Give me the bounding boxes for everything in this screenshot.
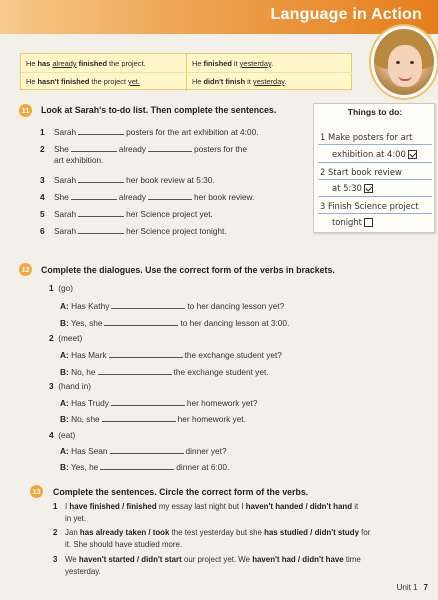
verb-choice[interactable]: have finished / finished: [69, 502, 157, 511]
ex12-group-4-header: 4 (eat): [49, 430, 76, 440]
exercise-12-title: Complete the dialogues. Use the correct form of the verbs in brackets.: [41, 265, 335, 275]
exercise-12-number: 12: [19, 263, 32, 276]
todo-line-2: exhibition at 4:00: [332, 149, 417, 159]
grammar-left-row-2: He hasn't finished the project yet.: [26, 77, 140, 86]
ex13-item-2: 2 Jan has already taken / took the test yesterday but she has studied / didn't study for: [53, 528, 371, 537]
grammar-row-divider: [21, 72, 353, 73]
grammar-left-row-1: He has already finished the project.: [26, 59, 146, 68]
ex12-group-2-line-b: B: No, he the exchange student yet.: [60, 367, 269, 377]
avatar-eye-left: [396, 61, 400, 64]
ex11-item-4: 4 She already her book review.: [40, 192, 255, 202]
answer-blank[interactable]: [78, 174, 124, 183]
todo-note: [313, 103, 435, 233]
todo-rule: [318, 179, 432, 180]
exercise-13-title: Complete the sentences. Circle the correct form of the verbs.: [53, 487, 309, 497]
answer-blank[interactable]: [78, 126, 124, 135]
answer-blank[interactable]: [104, 317, 178, 326]
answer-blank[interactable]: [110, 445, 184, 454]
exercise-11-title: Look at Sarah's to-do list. Then complete the sentences.: [41, 105, 277, 115]
ex13-item-1-cont: in yet.: [65, 514, 87, 523]
ex12-group-4-line-b: B: Yes, he dinner at 6:00.: [60, 462, 230, 472]
ex12-group-2-line-a: A: Has Mark the exchange student yet?: [60, 350, 282, 360]
answer-blank[interactable]: [102, 413, 176, 422]
verb-choice[interactable]: has studied / didn't study: [264, 528, 359, 537]
todo-rule: [318, 144, 432, 145]
header-banner: [0, 0, 438, 34]
page-footer: [397, 583, 428, 592]
answer-blank[interactable]: [148, 143, 192, 152]
verb-choice[interactable]: haven't handed / didn't hand: [245, 502, 353, 511]
verb-choice[interactable]: haven't started / didn't start: [78, 555, 182, 564]
checkbox-empty-icon[interactable]: [364, 218, 373, 227]
answer-blank[interactable]: [98, 366, 172, 375]
ex12-group-2-header: 2 (meet): [49, 333, 83, 343]
answer-blank[interactable]: [111, 397, 185, 406]
unit-label: Unit 1: [396, 583, 418, 592]
verb-choice[interactable]: has already taken / took: [79, 528, 170, 537]
todo-title: Things to do:: [347, 107, 403, 117]
answer-blank[interactable]: [78, 225, 124, 234]
checkbox-checked-icon[interactable]: [364, 184, 373, 193]
sarah-avatar: [371, 26, 437, 98]
ex12-group-1-line-b: B: Yes, she to her dancing lesson at 3:00.: [60, 318, 290, 328]
todo-rule: [318, 196, 432, 197]
todo-rule: [318, 213, 432, 214]
answer-blank[interactable]: [148, 191, 192, 200]
todo-line-5: 3 Finish Science project: [320, 201, 419, 211]
ex11-item-2-cont: art exhibition.: [54, 155, 104, 165]
avatar-eye-right: [410, 61, 414, 64]
ex11-item-6: 6 Sarah her Science project tonight.: [40, 226, 227, 236]
grammar-right-row-1: He finished it yesterday.: [192, 59, 274, 68]
ex11-item-3: 3 Sarah her book review at 5:30.: [40, 175, 215, 185]
grammar-right-row-2: He didn't finish it yesterday.: [192, 77, 287, 86]
ex12-group-3-header: 3 (hand in): [49, 381, 91, 391]
grammar-box: [20, 53, 352, 90]
answer-blank[interactable]: [109, 349, 183, 358]
answer-blank[interactable]: [78, 208, 124, 217]
answer-blank[interactable]: [111, 300, 185, 309]
verb-choice[interactable]: haven't had / didn't have: [252, 555, 344, 564]
todo-line-4: at 5:30: [332, 183, 373, 193]
todo-line-6: tonight: [332, 217, 373, 227]
ex12-group-3-line-b: B: No, she her homework yet.: [60, 414, 246, 424]
ex13-item-3: 3 We haven't started / didn't start our project yet. We haven't had / didn't have time: [53, 555, 361, 564]
section-title: Language in Action: [270, 6, 422, 23]
ex11-item-2: 2 She already posters for the: [40, 144, 248, 154]
ex12-group-1-line-a: A: Has Kathy to her dancing lesson yet?: [60, 301, 285, 311]
ex13-item-2-cont: it. She should have studied more.: [65, 540, 183, 549]
todo-rule: [318, 162, 432, 163]
todo-line-1: 1 Make posters for art: [320, 132, 413, 142]
page-number: 7: [423, 583, 428, 592]
ex12-group-3-line-a: A: Has Trudy her homework yet?: [60, 398, 258, 408]
ex13-item-1: 1 I have finished / finished my essay last night but I haven't handed / didn't hand it: [53, 502, 359, 511]
ex11-item-1: 1 Sarah posters for the art exhibition at 4:00.: [40, 127, 259, 137]
exercise-11-number: 11: [19, 104, 32, 117]
answer-blank[interactable]: [71, 143, 117, 152]
ex12-group-4-line-a: A: Has Sean dinner yet?: [60, 446, 227, 456]
answer-blank[interactable]: [100, 461, 174, 470]
exercise-13-number: 13: [30, 485, 43, 498]
todo-line-3: 2 Start book review: [320, 167, 402, 177]
ex13-item-3-cont: yesterday.: [65, 567, 101, 576]
ex11-item-5: 5 Sarah her Science project yet.: [40, 209, 213, 219]
answer-blank[interactable]: [71, 191, 117, 200]
checkbox-checked-icon[interactable]: [408, 150, 417, 159]
ex12-group-1-header: 1 (go): [49, 283, 74, 293]
